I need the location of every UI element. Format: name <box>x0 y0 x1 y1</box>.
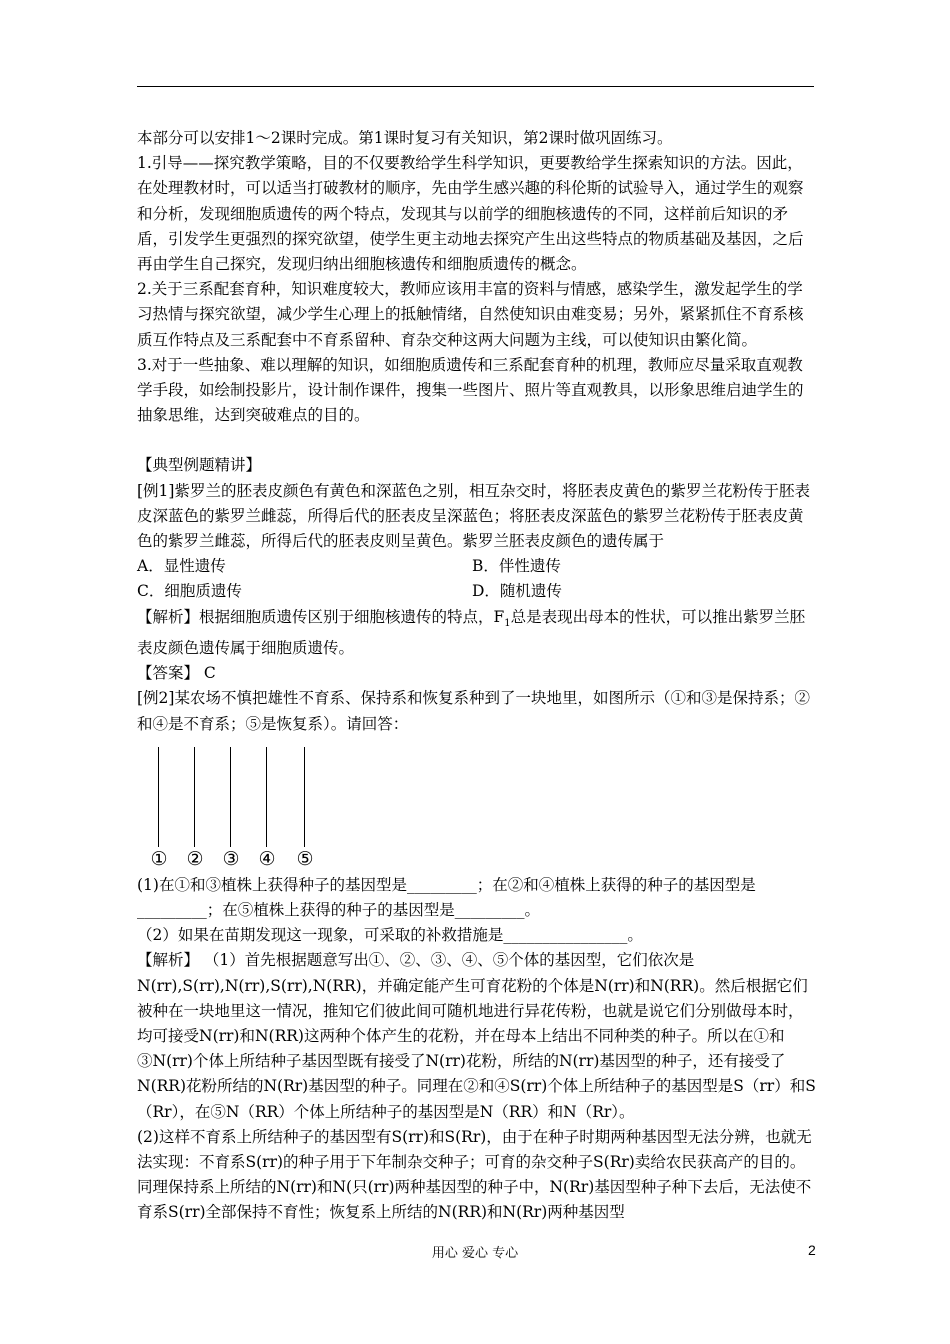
plant-3 <box>219 747 243 873</box>
plant-5 <box>293 747 317 873</box>
point-1: 1.引导——探究教学策略，目的不仅要教给学生科学知识，更要教给学生探索知识的方法。因此，在处理教材时，可以适当打破教材的顺序，先由学生感兴趣的科伦斯的试验导入，通过学生的观察和分析，发现细胞质遗传的两个特点，发现其与以前学的细胞核遗传的不同，这样前后知识的矛盾，引发学生更强烈的探究欲望，使学生更主动地去探究产生出这些特点的物质基础及基因，之后再由学生自己探究，发现归纳出细胞核遗传和细胞质遗传的概念。 <box>137 154 804 274</box>
example1-analysis: 【解析】根据细胞质遗传区别于细胞核遗传的特点，$F_1$总是表现出母本的性状，可以推出紫罗兰胚表皮颜色遗传属于细胞质遗传。 <box>137 607 806 657</box>
plant-diagram <box>137 737 817 873</box>
plant-label: ② <box>186 847 204 870</box>
plant-stem <box>158 747 159 847</box>
option-b: B．伴性遗传 <box>472 557 561 576</box>
plant-stem <box>194 747 195 847</box>
option-c: C．细胞质遗传 <box>137 582 242 601</box>
example2-q2: （2）如果在苗期发现这一现象，可采取的补救措施是________________。 <box>137 926 643 945</box>
plant-label: ① <box>150 847 168 870</box>
page-number: 2 <box>808 1242 816 1258</box>
example1-answer: 【答案】 C <box>137 664 216 683</box>
page-body <box>137 126 817 1226</box>
plant-stem <box>304 747 305 847</box>
example2-question: [例2]某农场不慎把雄性不育系、保持系和恢复系种到了一块地里，如图所示（①和③是保持系；②和④是不育系；⑤是恢复系）。请回答： <box>137 689 810 733</box>
plant-1 <box>147 747 171 873</box>
example2-analysis-2: (2)这样不育系上所结种子的基因型有S(rr)和S(Rr)，由于在种子时期两种基因型无法分辨，也就无法实现：不育系S(rr)的种子用于下年制杂交种子；可育的杂交种子S(Rr)卖给农民获高产的目的。同理保持系上所结的N(rr)和N(只(rr)两种基因型的种子中，N(Rr)基因型种子种下去后，无法使不育系S(rr)全部保持不育性；恢复系上所结的N(RR)和N(Rr)两种基因型 <box>137 1127 812 1222</box>
plant-label: ④ <box>258 847 276 870</box>
plant-label: ③ <box>222 847 240 870</box>
header-rule <box>137 86 814 87</box>
plant-4 <box>255 747 279 873</box>
plant-stem <box>230 747 231 847</box>
plant-label: ⑤ <box>296 847 314 870</box>
example2-q1: (1)在①和③植株上获得种子的基因型是_________；在②和④植株上获得的种子的基因型是_________；在⑤植株上获得的种子的基因型是_________。 <box>137 875 756 919</box>
option-d: D．随机遗传 <box>472 582 562 601</box>
analysis-label: 【解析】 <box>137 607 200 626</box>
point-3: 3.对于一些抽象、难以理解的知识，如细胞质遗传和三系配套育种的机理，教师应尽量采取直观教学手段，如绘制投影片，设计制作课件，搜集一些图片、照片等直观教具，以形象思维启迪学生的抽象思维，达到突破难点的目的。 <box>137 355 804 425</box>
example1-question: [例1]紫罗兰的胚表皮颜色有黄色和深蓝色之别，相互杂交时，将胚表皮黄色的紫罗兰花粉传于胚表皮深蓝色的紫罗兰雌蕊，所得后代的胚表皮呈深蓝色；将胚表皮深蓝色的紫罗兰花粉传于胚表皮黄色的紫罗兰雌蕊，所得后代的胚表皮则呈黄色。紫罗兰胚表皮颜色的遗传属于 <box>137 481 810 551</box>
plant-stem <box>266 747 267 847</box>
point-2: 2.关于三系配套育种，知识难度较大，教师应该用丰富的资料与情感，感染学生，激发起学生的学习热情与探究欲望，减少学生心理上的抵触情绪，自然使知识由难变易；另外，紧紧抓住不育系核质互作特点及三系配套中不育系留种、育杂交种这两大问题为主线，可以使知识由繁化简。 <box>137 280 804 349</box>
plant-2 <box>183 747 207 873</box>
footer-motto: 用心 爱心 专心 <box>431 1246 519 1261</box>
example2-analysis: 【解析】 （1）首先根据题意写出①、②、③、④、⑤个体的基因型，它们依次是N(rr),S(rr),N(rr),S(rr),N(RR)，并确定能产生可育花粉的个体是N(rr)和N(RR)。然后根据它们被种在一块地里这一情况，推知它们彼此间可随机地进行异花传粉，也就是说它们分别做母本时，均可接受N(rr)和N(RR)这两种个体产生的花粉，并在母本上结出不同种类的种子。所以在①和③N(rr)个体上所结种子基因型既有接受了N(rr)花粉，所结的N(rr)基因型的种子，还有接受了N(RR)花粉所结的N(Rr)基因型的种子。同理在②和④S(rr)个体上所结种子的基因型是S（rr）和S（Rr），在⑤N（RR）个体上所结种子的基因型是N（RR）和N（Rr）。 <box>137 951 816 1121</box>
intro-paragraph: 本部分可以安排1～2课时完成。第1课时复习有关知识，第2课时做巩固练习。 <box>137 129 673 147</box>
options-row-2 <box>137 579 817 604</box>
section-title: 【典型例题精讲】 <box>137 456 262 475</box>
options-row-1 <box>137 554 817 579</box>
option-a: A．显性遗传 <box>137 557 226 576</box>
